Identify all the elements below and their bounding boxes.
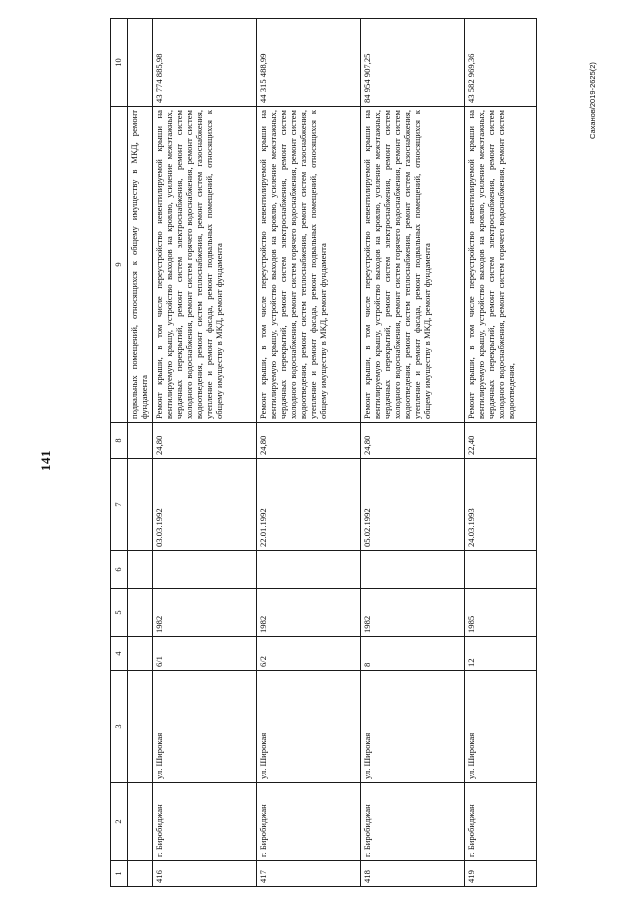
amount-cell: 84 954 907,25	[360, 19, 464, 107]
city-cell: г. Биробиджан	[360, 783, 464, 861]
percent-cell: 24,80	[256, 423, 360, 459]
year-cell: 1985	[464, 589, 536, 637]
row-number: 418	[360, 861, 464, 887]
col6-cell	[256, 551, 360, 589]
city-cell: г. Биробиджан	[256, 783, 360, 861]
house-cell: 12	[464, 637, 536, 671]
table-row	[360, 19, 464, 887]
column-header: 8	[111, 423, 128, 459]
column-header: 5	[111, 589, 128, 637]
column-header: 7	[111, 459, 128, 551]
percent-cell: 24,80	[360, 423, 464, 459]
col6-cell	[152, 551, 256, 589]
header-row	[111, 19, 128, 887]
column-header: 9	[111, 107, 128, 423]
date-cell: 22.01.1992	[256, 459, 360, 551]
row-number: 419	[464, 861, 536, 887]
register-table	[110, 18, 537, 887]
street-cell: ул. Широкая	[152, 671, 256, 783]
document-code: Саханов/2019-2625(2)	[588, 62, 597, 139]
carryover-text: подвальных помещений, относящихся к общему имуществу в МКД, ремонт фундамента	[127, 107, 152, 423]
col6-cell	[464, 551, 536, 589]
table-row	[464, 19, 536, 887]
house-cell: 6/1	[152, 637, 256, 671]
city-cell: г. Биробиджан	[152, 783, 256, 861]
street-cell: ул. Широкая	[464, 671, 536, 783]
amount-cell: 43 774 885,98	[152, 19, 256, 107]
house-cell: 8	[360, 637, 464, 671]
row-number: 417	[256, 861, 360, 887]
works-cell: Ремонт крыши, в том числе переустройство невентилируемой крыши на вентилируемую крышу, устройство выходов на кровлю, усиление межэтажных, чердачных перекрытий, ремонт систем электроснабжения, ремонт систем холодного водоснабжения, ремонт систем горячего водоснабжения, ремонт систем водоотведения, ремонт систем теплоснабжения, ремонт систем газоснабжения, утепление и ремонт фасада, ремонт подвальных помещений, относящихся к общему имуществу в МКД, ремонт фундамента	[152, 107, 256, 423]
percent-cell: 24,80	[152, 423, 256, 459]
date-cell: 03.03.1992	[152, 459, 256, 551]
house-cell: 6/2	[256, 637, 360, 671]
table-row	[256, 19, 360, 887]
date-cell: 24.03.1993	[464, 459, 536, 551]
column-header: 3	[111, 671, 128, 783]
works-cell: Ремонт крыши, в том числе переустройство невентилируемой крыши на вентилируемую крышу, устройство выходов на кровлю, усиление межэтажных, чердачных перекрытий, ремонт систем электроснабжения, ремонт систем холодного водоснабжения, ремонт систем горячего водоснабжения, ремонт систем водоотведения,	[464, 107, 536, 423]
works-cell: Ремонт крыши, в том числе переустройство невентилируемой крыши на вентилируемую крышу, устройство выходов на кровлю, усиление межэтажных, чердачных перекрытий, ремонт систем электроснабжения, ремонт систем холодного водоснабжения, ремонт систем горячего водоснабжения, ремонт систем водоотведения, ремонт систем теплоснабжения, ремонт систем газоснабжения, утепление и ремонт фасада, ремонт подвальных помещений, относящихся к общему имуществу в МКД, ремонт фундамента	[360, 107, 464, 423]
col6-cell	[360, 551, 464, 589]
date-cell: 05.02.1992	[360, 459, 464, 551]
city-cell: г. Биробиджан	[464, 783, 536, 861]
row-number: 416	[152, 861, 256, 887]
page-number: 141	[38, 450, 53, 471]
works-cell: Ремонт крыши, в том числе переустройство невентилируемой крыши на вентилируемую крышу, устройство выходов на кровлю, усиление межэтажных, чердачных перекрытий, ремонт систем электроснабжения, ремонт систем холодного водоснабжения, ремонт систем горячего водоснабжения, ремонт систем водоотведения, ремонт систем теплоснабжения, ремонт систем газоснабжения, утепление и ремонт фасада, ремонт подвальных помещений, относящихся к общему имуществу в МКД, ремонт фундамента	[256, 107, 360, 423]
amount-cell: 43 582 969,36	[464, 19, 536, 107]
column-header: 10	[111, 19, 128, 107]
table-row	[152, 19, 256, 887]
street-cell: ул. Широкая	[256, 671, 360, 783]
street-cell: ул. Широкая	[360, 671, 464, 783]
year-cell: 1982	[256, 589, 360, 637]
column-header: 2	[111, 783, 128, 861]
column-header: 1	[111, 861, 128, 887]
column-header: 4	[111, 637, 128, 671]
amount-cell: 44 315 488,99	[256, 19, 360, 107]
year-cell: 1982	[360, 589, 464, 637]
percent-cell: 22,40	[464, 423, 536, 459]
carryover-row	[127, 19, 152, 887]
year-cell: 1982	[152, 589, 256, 637]
column-header: 6	[111, 551, 128, 589]
